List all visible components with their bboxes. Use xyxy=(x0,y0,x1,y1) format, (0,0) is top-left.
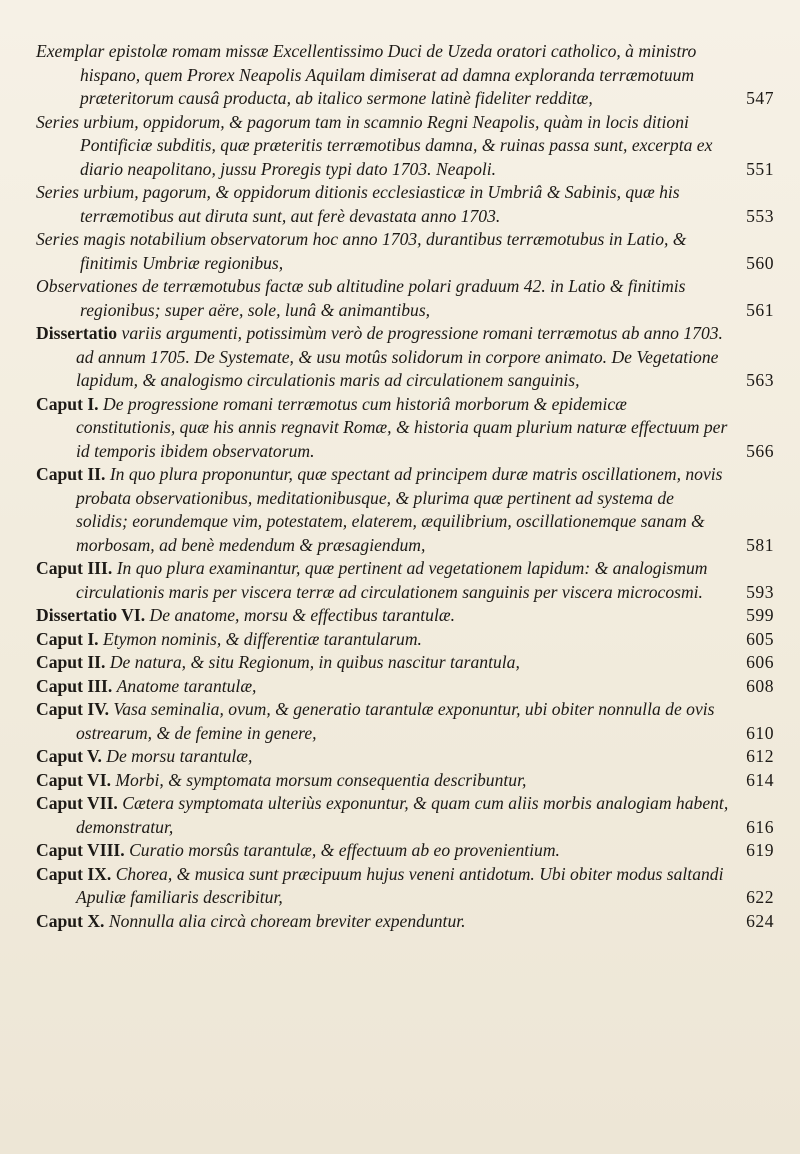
entry-text: Caput I. De progressione romani terræmotus cum historiâ morborum & epidemicæ constitutionis, quæ his annis regnavit Romæ, & historia quam plurium naturæ effectuum per id temporis ibidem observatorum. xyxy=(36,393,728,461)
toc-entry xyxy=(36,181,774,228)
toc-entry xyxy=(36,628,774,652)
entry-text: Caput II. In quo plura proponuntur, quæ spectant ad principem duræ matris oscillationem, novis probata observationibus, meditationibusque, & plurima quæ pertinent ad systema de solidis; eorundemque vim, potestatem, elaterem, æquilibrium, oscillationemque sanam & morbosam, ad benè medendum & præsagiendum, xyxy=(36,464,723,555)
toc-entry xyxy=(36,275,774,322)
toc-entry xyxy=(36,393,774,464)
entry-text: Caput VI. Morbi, & symptomata morsum consequentia describuntur, xyxy=(36,769,527,790)
toc-entry xyxy=(36,651,774,675)
page-number: 610 xyxy=(746,722,774,743)
toc-entry xyxy=(36,698,774,745)
entry-text: Series urbium, oppidorum, & pagorum tam in scamnio Regni Neapolis, quàm in locis ditioni Pontificiæ subditis, quæ præteritis terræmotibus damna, & ruinas passa sunt, excerpta ex diario neapolitano, jussu Proregis typi dato 1703. Neapoli. xyxy=(36,111,713,179)
entry-text: Caput I. Etymon nominis, & differentiæ tarantularum. xyxy=(36,628,422,649)
page-number: 560 xyxy=(746,252,774,273)
entry-text: Dissertatio variis argumenti, potissimùm verò de progressione romani terræmotus ab anno 1703. ad annum 1705. De Systemate, & usu motûs solidorum in corpore animato. De Vegetatione lapidum, & analogismo circulationis maris ad circulationem sanguinis, xyxy=(36,323,723,390)
toc-entry xyxy=(36,463,774,557)
page-number: 606 xyxy=(746,652,774,672)
page-number: 566 xyxy=(746,440,774,461)
toc-entry xyxy=(36,792,774,839)
entry-text: Observationes de terræmotubus factæ sub altitudine polari graduum 42. in Latio & finitimis regionibus; super aëre, sole, lunâ & animantibus, xyxy=(36,276,686,320)
page-number: 547 xyxy=(746,88,774,108)
page-number: 593 xyxy=(746,581,774,602)
page-number: 561 xyxy=(746,299,774,320)
entry-heading: Caput VII. xyxy=(36,793,118,813)
entry-text: Caput II. De natura, & situ Regionum, in quibus nascitur tarantula, xyxy=(36,652,520,672)
toc-entry xyxy=(36,557,774,604)
entry-heading: Dissertatio xyxy=(36,323,118,343)
toc-entry xyxy=(36,769,774,793)
entry-text: Caput IX. Chorea, & musica sunt præcipuum hujus veneni antidotum. Ubi obiter modus saltandi Apuliæ familiaris describitur, xyxy=(36,863,724,907)
entry-heading: Caput I. xyxy=(36,393,99,414)
entry-text: Caput IV. Vasa seminalia, ovum, & generatio tarantulæ exponuntur, ubi obiter nonnulla de ovis ostrearum, & de femine in genere, xyxy=(36,699,715,743)
toc-entry xyxy=(36,111,774,182)
entry-heading: Caput VIII. xyxy=(36,840,125,860)
entry-heading: Caput V. xyxy=(36,746,102,766)
page-number: 624 xyxy=(746,910,774,931)
page-number: 599 xyxy=(746,605,774,625)
page-number: 551 xyxy=(746,158,774,179)
entry-text: Caput III. Anatome tarantulæ, xyxy=(36,675,257,696)
entry-heading: Caput II. xyxy=(36,464,106,484)
entry-text: Caput X. Nonnulla alia circà choream breviter expenduntur. xyxy=(36,910,466,931)
entry-text: Caput VIII. Curatio morsûs tarantulæ, & effectuum ab eo provenientium. xyxy=(36,840,560,860)
entry-heading: Caput X. xyxy=(36,910,105,931)
toc-entry xyxy=(36,322,774,393)
page-number: 581 xyxy=(746,534,774,555)
toc-entry xyxy=(36,228,774,275)
entry-text: Caput VII. Cætera symptomata ulteriùs exponuntur, & quam cum aliis morbis analogiam habent, demonstratur, xyxy=(36,793,729,837)
entry-text: Series urbium, pagorum, & oppidorum ditionis ecclesiasticæ in Umbriâ & Sabinis, quæ his terræmotibus aut diruta sunt, aut ferè devastata anno 1703. xyxy=(36,182,680,226)
page-number: 619 xyxy=(746,840,774,860)
entry-heading: Caput VI. xyxy=(36,769,111,790)
page-number: 622 xyxy=(746,887,774,907)
entry-heading: Dissertatio VI. xyxy=(36,605,146,625)
toc-entry xyxy=(36,745,774,769)
entry-text: Series magis notabilium observatorum hoc anno 1703, durantibus terræmotubus in Latio, & finitimis Umbriæ regionibus, xyxy=(36,229,687,273)
page-number: 563 xyxy=(746,370,774,390)
entry-heading: Caput I. xyxy=(36,628,99,649)
entry-text: Exemplar epistolæ romam missæ Excellentissimo Duci de Uzeda oratori catholico, à ministro hispano, quem Prorex Neapolis Aquilam dimiserat ad damna exploranda terræmotuum præteritorum causâ producta, ab italico sermone latinè fideliter redditæ, xyxy=(36,41,697,108)
toc-entry xyxy=(36,40,774,111)
page-number: 616 xyxy=(746,816,774,837)
page-number: 605 xyxy=(746,628,774,649)
toc-entry xyxy=(36,675,774,699)
entry-heading: Caput III. xyxy=(36,558,113,578)
entry-text: Caput III. In quo plura examinantur, quæ pertinent ad vegetationem lapidum: & analogismum circulationis maris per viscera terræ ad circulationem sanguinis per viscera microcosmi. xyxy=(36,558,708,602)
entry-text: Dissertatio VI. De anatome, morsu & effectibus tarantulæ. xyxy=(36,605,455,625)
page-number: 553 xyxy=(746,205,774,226)
toc-entry xyxy=(36,863,774,910)
entry-text: Caput V. De morsu tarantulæ, xyxy=(36,746,253,766)
page-number: 612 xyxy=(746,746,774,766)
entry-heading: Caput IX. xyxy=(36,863,112,884)
entry-heading: Caput III. xyxy=(36,675,113,696)
toc-entry xyxy=(36,839,774,863)
toc-entry xyxy=(36,604,774,628)
page-number: 608 xyxy=(746,675,774,696)
entry-heading: Caput IV. xyxy=(36,699,110,719)
page-number: 614 xyxy=(746,769,774,790)
entry-heading: Caput II. xyxy=(36,652,106,672)
toc-entry xyxy=(36,910,774,934)
